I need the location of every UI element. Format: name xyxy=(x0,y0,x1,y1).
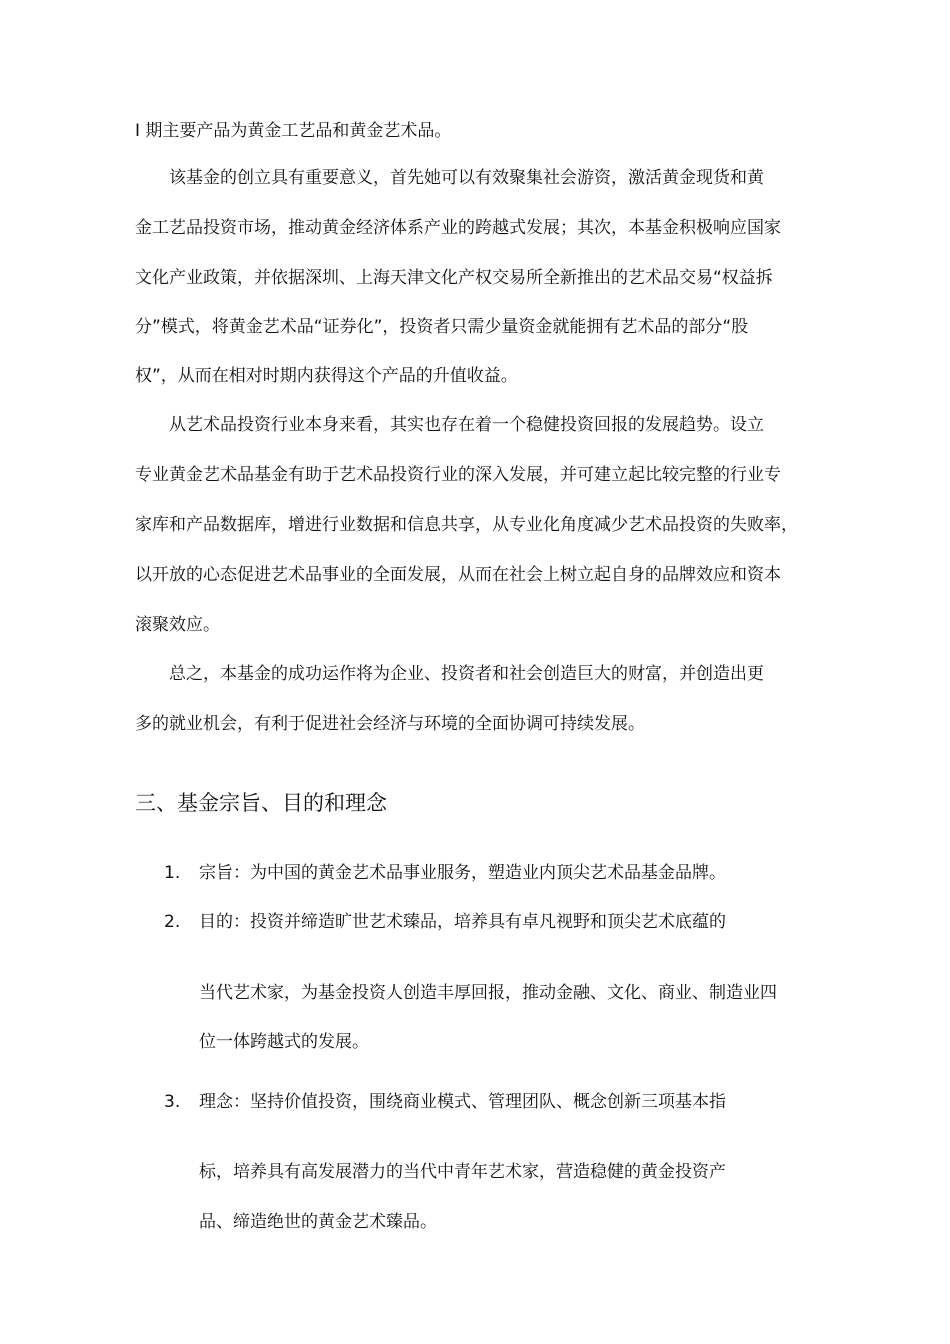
paragraph-3-line-5: 滚聚效应。 xyxy=(135,615,220,635)
paragraph-4-line-2: 多的就业机会，有利于促进社会经济与环境的全面协调可持续发展。 xyxy=(135,714,645,734)
list-item-1-line-1: 宗旨：为中国的黄金艺术品事业服务，塑造业内顶尖艺术品基金品牌。 xyxy=(199,863,726,883)
paragraph-2-line-2: 金工艺品投资市场，推动黄金经济体系产业的跨越式发展；其次，本基金积极响应国家 xyxy=(135,218,781,238)
paragraph-2-line-3: 文化产业政策，并依据深圳、上海天津文化产权交易所全新推出的艺术品交易“权益拆 xyxy=(135,268,773,288)
paragraph-2-line-4: 分”模式，将黄金艺术品“证券化”，投资者只需少量资金就能拥有艺术品的部分“股 xyxy=(135,317,749,337)
list-item-3-line-1: 理念：坚持价值投资，围绕商业模式、管理团队、概念创新三项基本指 xyxy=(199,1092,726,1112)
list-item-3-line-2: 标，培养具有高发展潜力的当代中青年艺术家，营造稳健的黄金投资产 xyxy=(199,1162,726,1182)
list-item-3-line-3: 品、缔造绝世的黄金艺术臻品。 xyxy=(199,1212,437,1232)
list-item-1-number: 1. xyxy=(164,863,181,883)
list-item-3-number: 3. xyxy=(164,1092,181,1112)
paragraph-3-line-1: 从艺术品投资行业本身来看，其实也存在着一个稳健投资回报的发展趋势。设立 xyxy=(135,415,764,435)
section-heading: 三、基金宗旨、目的和理念 xyxy=(135,791,387,815)
paragraph-3-line-2: 专业黄金艺术品基金有助于艺术品投资行业的深入发展，并可建立起比较完整的行业专 xyxy=(135,465,781,485)
list-item-2-line-3: 位一体跨越式的发展。 xyxy=(199,1032,369,1052)
list-item-2-number: 2. xyxy=(164,912,181,932)
paragraph-1-line-1: I 期主要产品为黄金工艺品和黄金艺术品。 xyxy=(135,121,452,141)
paragraph-2-line-1: 该基金的创立具有重要意义，首先她可以有效聚集社会游资，激活黄金现货和黄 xyxy=(135,168,764,188)
paragraph-4-line-1: 总之，本基金的成功运作将为企业、投资者和社会创造巨大的财富，并创造出更 xyxy=(135,664,764,684)
paragraph-3-line-4: 以开放的心态促进艺术品事业的全面发展，从而在社会上树立起自身的品牌效应和资本 xyxy=(135,565,781,585)
paragraph-3-line-3: 家库和产品数据库，增进行业数据和信息共享，从专业化角度减少艺术品投资的失败率， xyxy=(135,515,798,535)
list-item-2-line-1: 目的：投资并缔造旷世艺术臻品，培养具有卓凡视野和顶尖艺术底蕴的 xyxy=(199,912,726,932)
paragraph-2-line-5: 权”，从而在相对时期内获得这个产品的升值收益。 xyxy=(135,366,518,386)
list-item-2-line-2: 当代艺术家，为基金投资人创造丰厚回报，推动金融、文化、商业、制造业四 xyxy=(199,983,777,1003)
